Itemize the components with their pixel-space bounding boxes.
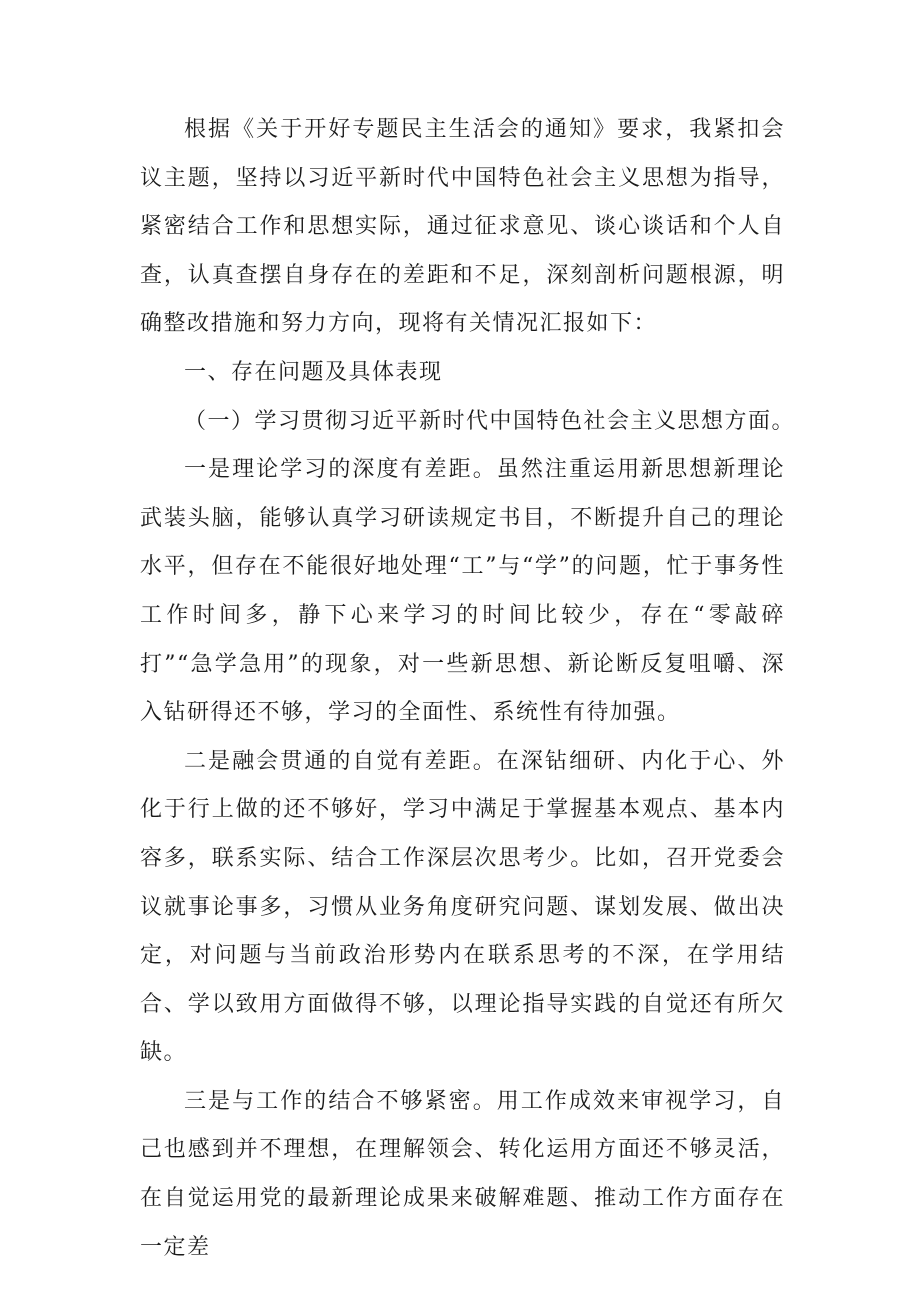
intro-paragraph: 根据《关于开好专题民主生活会的通知》要求，我紧扣会议主题，坚持以习近平新时代中国特色社会主义思想为指导，紧密结合工作和思想实际，通过征求意见、谈心谈话和个人自查，认真查摆自身存在的差距和不足，深刻剖析问题根源，明确整改措施和努力方向，现将有关情况汇报如下： <box>140 117 785 337</box>
section-heading-problems: 一、存在问题及具体表现 <box>184 359 443 385</box>
subsection-heading-theory-study: （一）学习贯彻习近平新时代中国特色社会主义思想方面。 <box>184 408 796 434</box>
document-body <box>140 106 796 1272</box>
paragraph-point-three: 三是与工作的结合不够紧密。用工作成效来审视学习，自己也感到并不理想，在理解领会、转化运用方面还不够灵活，在自觉运用党的最新理论成果来破解难题、推动工作方面存在一定差 <box>140 1088 785 1260</box>
paragraph-point-one: 一是理论学习的深度有差距。虽然注重运用新思想新理论武装头脑，能够认真学习研读规定书目，不断提升自己的理论水平，但存在不能很好地处理“工”与“学”的问题，忙于事务性工作时间多，静下心来学习的时间比较少，存在“零敲碎打”“急学急用”的现象，对一些新思想、新论断反复咀嚼、深入钻研得还不够，学习的全面性、系统性有待加强。 <box>140 457 785 726</box>
paragraph-point-two: 二是融会贯通的自觉有差距。在深钻细研、内化于心、外化于行上做的还不够好，学习中满足于掌握基本观点、基本内容多，联系实际、结合工作深层次思考少。比如，召开党委会议就事论事多，习惯从业务角度研究问题、谋划发展、做出决定，对问题与当前政治形势内在联系思考的不深，在学用结合、学以致用方面做得不够，以理论指导实践的自觉还有所欠缺。 <box>140 748 785 1066</box>
